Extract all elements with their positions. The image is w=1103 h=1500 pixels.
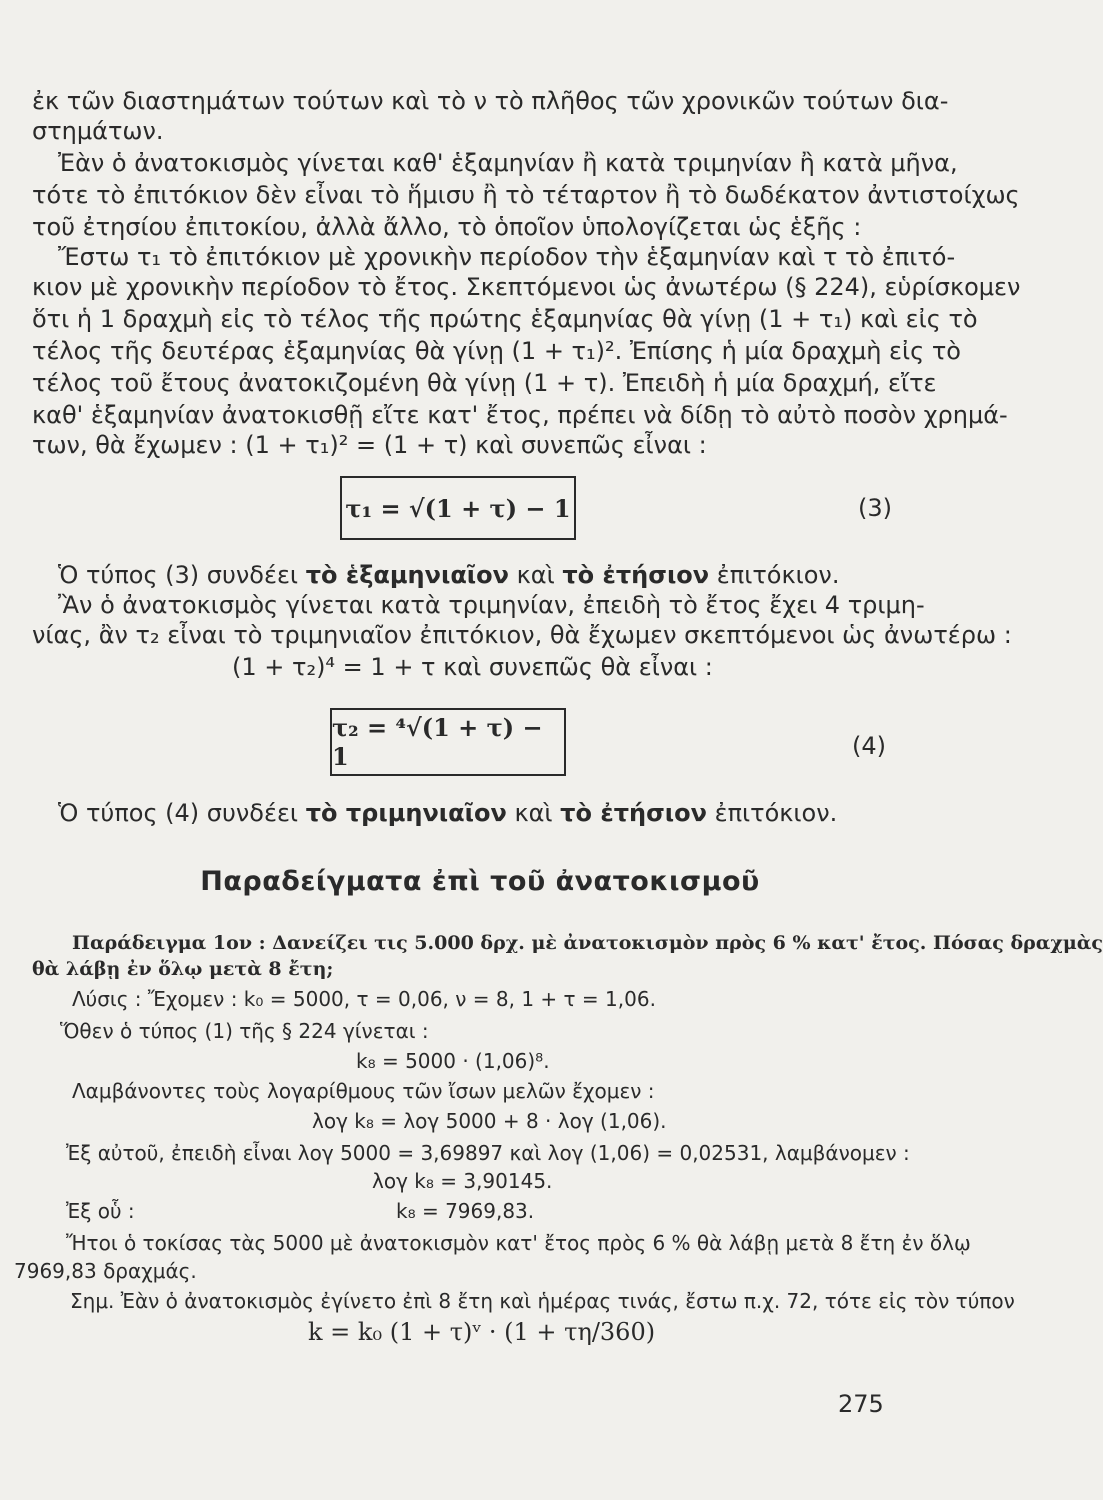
text-line: καθ' ἑξαμηνίαν ἀνατοκισθῇ εἴτε κατ' ἔτος, πρέπει νὰ δίδῃ τὸ αὐτὸ ποσὸν χρημά- — [32, 401, 1008, 429]
text-line: Ὁ τύπος (3) συνδέει τὸ ἑξαμηνιαῖον καὶ τὸ ἐτήσιον ἐπιτόκιον. — [58, 561, 840, 589]
text-line: (1 + τ₂)⁴ = 1 + τ καὶ συνεπῶς θὰ εἶναι : — [232, 653, 713, 681]
text-line: Ἂν ὁ ἀνατοκισμὸς γίνεται κατὰ τριμηνίαν, ἐπειδὴ τὸ ἔτος ἔχει 4 τριμη- — [58, 591, 925, 619]
equation-number-3: (3) — [858, 494, 892, 522]
example-line: Ἤτοι ὁ τοκίσας τὰς 5000 μὲ ἀνατοκισμὸν κατ' ἔτος πρὸς 6 % θὰ λάβῃ μετὰ 8 ἔτη ἐν ὅλῳ — [66, 1231, 971, 1255]
text-line: ἐκ τῶν διαστημάτων τούτων καὶ τὸ ν τὸ πλῆθος τῶν χρονικῶν τούτων δια- — [32, 87, 949, 115]
example-formula: k = k₀ (1 + τ)ᵛ · (1 + τη/360) — [308, 1318, 656, 1346]
formula-3-box — [340, 476, 576, 540]
formula-3: τ₁ = √(1 + τ) − 1 — [345, 493, 571, 523]
text-line: ὅτι ἡ 1 δραχμὴ εἰς τὸ τέλος τῆς πρώτης ἑξαμηνίας θὰ γίνῃ (1 + τ₁) καὶ εἰς τὸ — [32, 305, 978, 333]
formula-4-box — [330, 708, 566, 776]
text-line: Ἐὰν ὁ ἀνατοκισμὸς γίνεται καθ' ἑξαμηνίαν ἢ κατὰ τριμηνίαν ἢ κατὰ μῆνα, — [58, 149, 958, 177]
text-line: των, θὰ ἔχωμεν : (1 + τ₁)² = (1 + τ) καὶ συνεπῶς εἶναι : — [32, 431, 707, 459]
example-line: Λύσις : Ἔχομεν : k₀ = 5000, τ = 0,06, ν = 8, 1 + τ = 1,06. — [72, 987, 656, 1011]
text-line: Ἔστω τ₁ τὸ ἐπιτόκιον μὲ χρονικὴν περίοδον τὴν ἑξαμηνίαν καὶ τ τὸ ἐπιτό- — [58, 243, 956, 271]
example-line: Παράδειγμα 1ον : Δανείζει τις 5.000 δρχ. μὲ ἀνατοκισμὸν πρὸς 6 % κατ' ἔτος. Πόσας δραχμὰς — [72, 932, 1103, 954]
text-line: νίας, ἂν τ₂ εἶναι τὸ τριμηνιαῖον ἐπιτόκιον, θὰ ἔχωμεν σκεπτόμενοι ὡς ἀνωτέρω : — [32, 621, 1012, 649]
text-line: Ὁ τύπος (4) συνδέει τὸ τριμηνιαῖον καὶ τὸ ἐτήσιον ἐπιτόκιον. — [58, 799, 838, 827]
example-line: 7969,83 δραχμάς. — [14, 1259, 197, 1283]
example-formula: λογ k₈ = 3,90145. — [372, 1169, 553, 1193]
text-line: στημάτων. — [32, 117, 164, 145]
text-line: τέλος τοῦ ἔτους ἀνατοκιζομένη θὰ γίνῃ (1 + τ). Ἐπειδὴ ἡ μία δραχμή, εἴτε — [32, 369, 937, 397]
page-number: 275 — [838, 1390, 884, 1418]
example-formula: k₈ = 7969,83. — [396, 1199, 535, 1223]
example-line: Ἐξ αὐτοῦ, ἐπειδὴ εἶναι λογ 5000 = 3,69897 καὶ λογ (1,06) = 0,02531, λαμβάνομεν : — [66, 1141, 910, 1165]
example-line: Σημ. Ἐὰν ὁ ἀνατοκισμὸς ἐγίνετο ἐπὶ 8 ἔτη καὶ ἡμέρας τινάς, ἔστω π.χ. 72, τότε εἰς τὸν τύπον — [70, 1289, 1015, 1313]
text-line: τέλος τῆς δευτέρας ἑξαμηνίας θὰ γίνῃ (1 + τ₁)². Ἐπίσης ἡ μία δραχμὴ εἰς τὸ — [32, 337, 961, 365]
example-formula: λογ k₈ = λογ 5000 + 8 · λογ (1,06). — [312, 1109, 667, 1133]
example-line: Ὅθεν ὁ τύπος (1) τῆς § 224 γίνεται : — [60, 1019, 429, 1043]
text-line: τοῦ ἐτησίου ἐπιτοκίου, ἀλλὰ ἄλλο, τὸ ὁποῖον ὑπολογίζεται ὡς ἑξῆς : — [32, 213, 862, 241]
text-line: κιον μὲ χρονικὴν περίοδον τὸ ἔτος. Σκεπτόμενοι ὡς ἀνωτέρω (§ 224), εὑρίσκομεν — [32, 273, 1021, 301]
example-formula: k₈ = 5000 · (1,06)⁸. — [356, 1049, 550, 1073]
example-line: Λαμβάνοντες τοὺς λογαρίθμους τῶν ἴσων μελῶν ἔχομεν : — [72, 1079, 655, 1103]
example-line: θὰ λάβῃ ἐν ὅλῳ μετὰ 8 ἔτη; — [32, 958, 334, 980]
equation-number-4: (4) — [852, 732, 886, 760]
section-heading: Παραδείγματα ἐπὶ τοῦ ἀνατοκισμοῦ — [200, 866, 760, 897]
formula-4: τ₂ = ⁴√(1 + τ) − 1 — [332, 713, 543, 771]
example-line: Ἐξ οὗ : — [66, 1199, 135, 1223]
text-line: τότε τὸ ἐπιτόκιον δὲν εἶναι τὸ ἥμισυ ἢ τὸ τέταρτον ἢ τὸ δωδέκατον ἀντιστοίχως — [32, 181, 1020, 209]
